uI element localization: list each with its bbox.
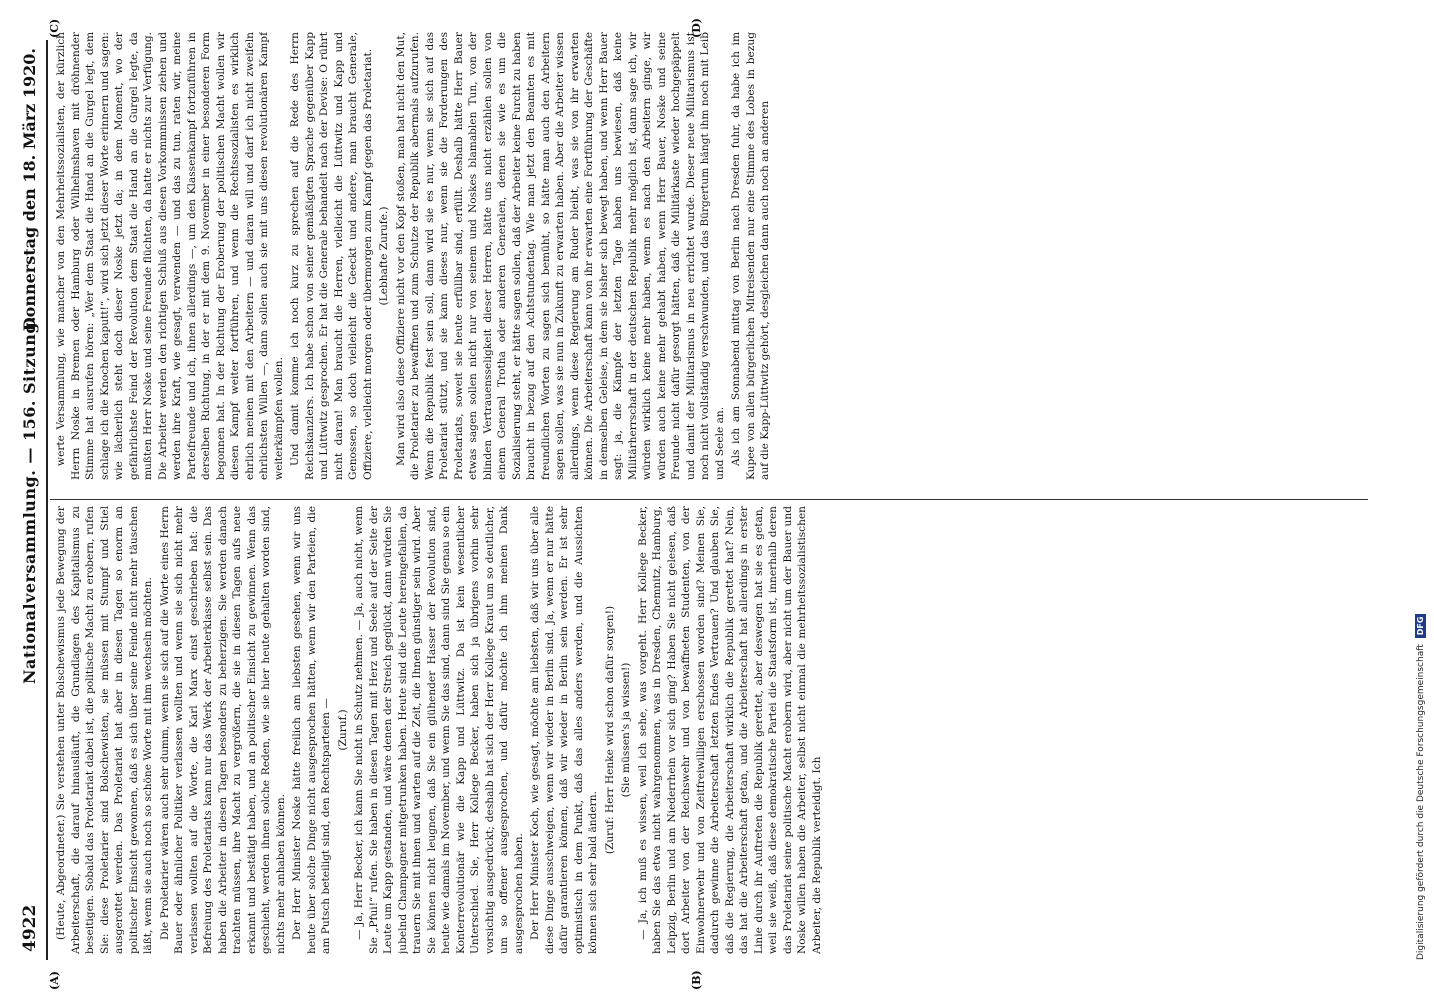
- paragraph: Die Proletarier wären auch sehr dumm, wenn sie sich auf die Worte eines Herrn Bauer oder ähnlicher Politiker verlassen wollten und wenn sie sich nicht mehr verlassen wollten auf die Worte, die Karl Marx einst geschrieben hat: die Befreiung des Proletariats kann nur das Werk der Arbeiterklasse selbst sein. Das haben die Arbeiter in diesen Tagen besonders zu beherzigen. Sie werden danach trachten müssen, ihre Macht zu vergrößern, die sie in diesen Tagen aufs neue erkannt und bestätigt haben, und an politischer Einsicht zu gewinnen. Wenn das geschieht, werden ihnen solche Reden, wie sie hier heute gehalten worden sind, nichts mehr anhaben können.: [158, 506, 287, 954]
- paragraph: (Heute, Abgeordneter.) Sie verstehen unter Bolschewismus jede Bewegung der Arbeiterschaft, die darauf hinausläuft, die Grundlagen des Kapitalismus zu beseitigen. Sobald das Proletariat dabei ist, die politische Macht zu erobern, rufen Sie: diese Proletarier sind Bolschewisten, sie müssen mit Stumpf und Stiel ausgerottet werden. Das Proletariat hat aber in diesen Tagen so enorm an politischer Einsicht gewonnen, daß es sich über seine Feinde nicht mehr täuschen läßt, wenn sie auch noch so schöne Worte mit ihm wechseln möchten.: [55, 506, 154, 954]
- paragraph: Und damit komme ich noch kurz zu sprechen auf die Rede des Herrn Reichskanzlers. Ich habe schon von seiner gemäßigten Sprache gegenüber Kapp und Lüttwitz gesprochen. Er hat die Generale behandelt nach der Devise: O rührt nicht daran! Man braucht die Herren, vielleicht die Lüttwitz und Kapp und Genossen, so doch vielleicht die Geeckt und andere, man braucht Generale, Offiziere, vielleicht morgen oder übermorgen zum Kampf gegen das Proletariat.: [289, 32, 374, 480]
- margin-mark-c: (C): [48, 18, 61, 38]
- margin-mark-d: (D): [690, 18, 703, 38]
- margin-mark-a: (A): [48, 971, 61, 990]
- page-date: Donnerstag den 18. März 1920.: [20, 48, 39, 332]
- paragraph: — Ja, Herr Becker, ich kann Sie nicht in Schutz nehmen. — Ja, auch nicht, wenn Sie „Pfui!“ rufen. Sie haben in diesen Tagen mit Herz und Seele auf der Seite der Leute um Kapp gestanden, und wäre denen der Streich geglückt, dann würden Sie jubelnd Champagner mitgetrunken haben. Heute sind die Leute hereingefallen, da trauern Sie mit ihnen und warten auf die Zeit, die Ihnen günstiger sein wird. Aber Sie können nicht leugnen, daß Sie ein glühender Hasser der Revolution sind, heute wie damals im November, und wenn Sie das sind, dann sind Sie genau so ein Konterrevolutionär wie die Kapp und Lüttwitz. Da ist kein wesentlicher Unterschied. Sie, Herr Kollege Becker, haben sich ja übrigens vorhin sehr vorsichtig ausgedrückt; deshalb hat sich der Herr Kollege Kraut um so deutlicher, um so offener ausgesprochen, und dafür möchte ich ihm meinen Dank ausgesprochen haben.: [353, 506, 525, 954]
- paragraph: — Ja, ich muß es wissen, weil ich sehe, was vorgeht. Herr Kollege Becker, haben Sie das etwa nicht wahrgenommen, was in Dresden, Chemnitz, Hamburg, Leipzig, Berlin und am Niederrhein vor sich ging? Haben Sie nicht gelesen, daß dort Arbeiter von der Reichswehr und von bewaffneten Studenten, von der Einwohnerwehr und von Zeitfreiwilligen erschossen worden sind? Meinen Sie, dadurch gewinne die Arbeiterschaft letzten Endes Vertrauen? Und glauben Sie, daß die Regierung, die Arbeiterschaft wirklich die Republik gerettet hat? Nein, das hat die Arbeiterschaft getan, und die Arbeiterschaft hat allerdings in erster Linie durch ihr Auftreten die Republik gerettet, aber deswegen hat sie es getan, weil sie weiß, daß diese demokratische Partei die Staatsform ist, innerhalb deren das Proletariat seine politische Macht erobern wird, aber nicht um der Bauer und Noske willen haben die Arbeiter, selbst nicht einmal die mehrheitssozialistischen Arbeiter, die Republik verteidigt. Ich: [636, 506, 823, 954]
- column-divider: [50, 499, 1368, 500]
- credit-text: Digitalisierung gefördert durch die Deutsche Forschungsgemeinschaft: [1415, 644, 1426, 960]
- right-column: [54, 32, 1364, 480]
- paragraph: Der Herr Minister Koch, wie gesagt, möchte am liebsten, daß wir uns über alle diese Dinge ausschweigen, wenn wir wieder in Berlin sind. Ja, wenn er nur hätte dafür garantieren können, daß wir wieder in Berlin sein werden. Er ist sehr optimistisch in dem Punkt, daß das alles anders werden, und die Aussichten können sich sehr bald ändern.: [529, 506, 599, 954]
- digitization-credit: [1415, 614, 1426, 960]
- paragraph: werte Versammlung, wie mancher von den Mehrheitssozialisten, der kürzlich Herrn Noske in Bremen oder Hamburg oder Wilhelmshaven mit dröhnender Stimme hat ausrufen hören: „Wer dem Staat die Hand an die Gurgel legt, dem schlage ich die Knochen kaputt!“, wird sich jetzt dieser Worte erinnern und sagen: wie lächerlich steht doch dieser Noske jetzt da; in dem Moment, wo der gefährlichste Feind der Revolution dem Staat die Hand an die Gurgel legte, da mußten Herr Noske und seine Freunde flüchten, da hatte er nichts zur Verfügung. Die Arbeiter werden den richtigen Schluß aus diesen Vorkommnissen ziehen und werden ihre Kraft, wie gesagt, verwenden — und das zu tun, raten wir, meine Parteifreunde und ich, ihnen allerdings —, um den Klassenkampf fortzuführen in derselben Richtung, in der er mit dem 9. November in einer besonderen Form begonnen hat. In der Richtung der Eroberung der politischen Macht wollen wir diesen Kampf weiter fortführen, und wenn die Rechtssozialisten es wirklich ehrlich meinen mit den Arbeitern — und daran will und darf ich nicht zweifeln ehrlichsten Willen —, dann sollen auch sie mit uns diesen revolutionären Kampf weiterkämpfen wollen.: [55, 32, 285, 480]
- paragraph: Man wird also diese Offiziere nicht vor den Kopf stoßen, man hat nicht den Mut, die Proletarier zu bewaffnen und zum Schutze der Republik abermals aufzurufen. Wenn die Republik fest sein soll, dann wird sie es nur, wenn sie sich auf das Proletariat stützt, und sie kann dieses nur, wenn sie die Forderungen des Proletariats, soweit sie heute erfüllbar sind, erfüllt. Deshalb hätte Herr Bauer etwas sagen sollen nicht nur von seinem und Noskes blamablen Tun, von der blinden Vertrauensseligkeit dieser Herren, hätte uns nicht erzählen sollen von einem General Trotha oder anderen Generalen, denen sie wie es um die Sozialisierung steht, er hätte sagen sollen, daß der Arbeiter keine Furcht zu haben braucht in bezug auf den Achtstundentag. Wie man jetzt den Beamten es mit freundlichen Worten zu sagen sich bemüht, so hätte man auch den Arbeitern sagen sollen, was sie nun in Zukunft zu erwarten haben. Aber die Arbeiter wissen allerdings, wenn diese Regierung am Ruder bleibt, was sie von ihr erwarten können. Die Arbeiterschaft kann von ihr erwarten eine Fortführung der Geschäfte in demselben Geleise, in dem sie bisher sich bewegt haben, und wenn Herr Bauer sagt: ja, die Kämpfe der letzten Tage haben uns bewiesen, daß keine Militärherrschaft in der deutschen Republik mehr möglich ist, dann sage ich, wir würden wirklich keine mehr haben, wenn es nach den Arbeitern ginge, wir würden auch keine mehr gehabt haben, wenn Herr Bauer, Noske und seine Freunde nicht dafür gesorgt hätten, daß die Militärkaste wieder hochgepäppelt und damit der Militarismus in neu errichtet wurde. Dieser neue Militarismus ist noch nicht vollständig verschwunden, und das Bürgertum hängt ihm noch mit Leib und Seele an.: [394, 32, 726, 480]
- stage-direction: (Zuruf.): [336, 709, 349, 751]
- left-column: [54, 506, 1364, 954]
- dfg-logo: DFG: [1415, 614, 1426, 639]
- page-number: 4922: [20, 904, 40, 952]
- paragraph: Der Herr Minister Noske hätte freilich am liebsten gesehen, wenn wir uns heute über solche Dinge nicht ausgesprochen hätten, wenn wir den Parteien, die am Putsch beteiligt sind, den Rechtsparteien —: [291, 506, 332, 954]
- margin-mark-b: (B): [690, 970, 703, 990]
- stage-direction: (Zuruf: Herr Henke wird schon dafür sorgen!): [603, 605, 616, 855]
- page-title: Nationalversammlung. — 156. Sitzung.: [20, 315, 39, 685]
- stage-direction: (Lebhafte Zurufe.): [378, 206, 390, 306]
- stage-direction: (Sie müssen's ja wissen!): [620, 662, 632, 798]
- paragraph: Als ich am Sonnabend mittag von Berlin nach Dresden fuhr, da habe ich im Kupee von allen bürgerlichen Mitreisenden nur eine Stimme des Lobes in bezug auf die Kapp-Lüttwitz gehört, desgleichen dann auch noch an anderen: [730, 32, 771, 480]
- page-header: [14, 40, 48, 960]
